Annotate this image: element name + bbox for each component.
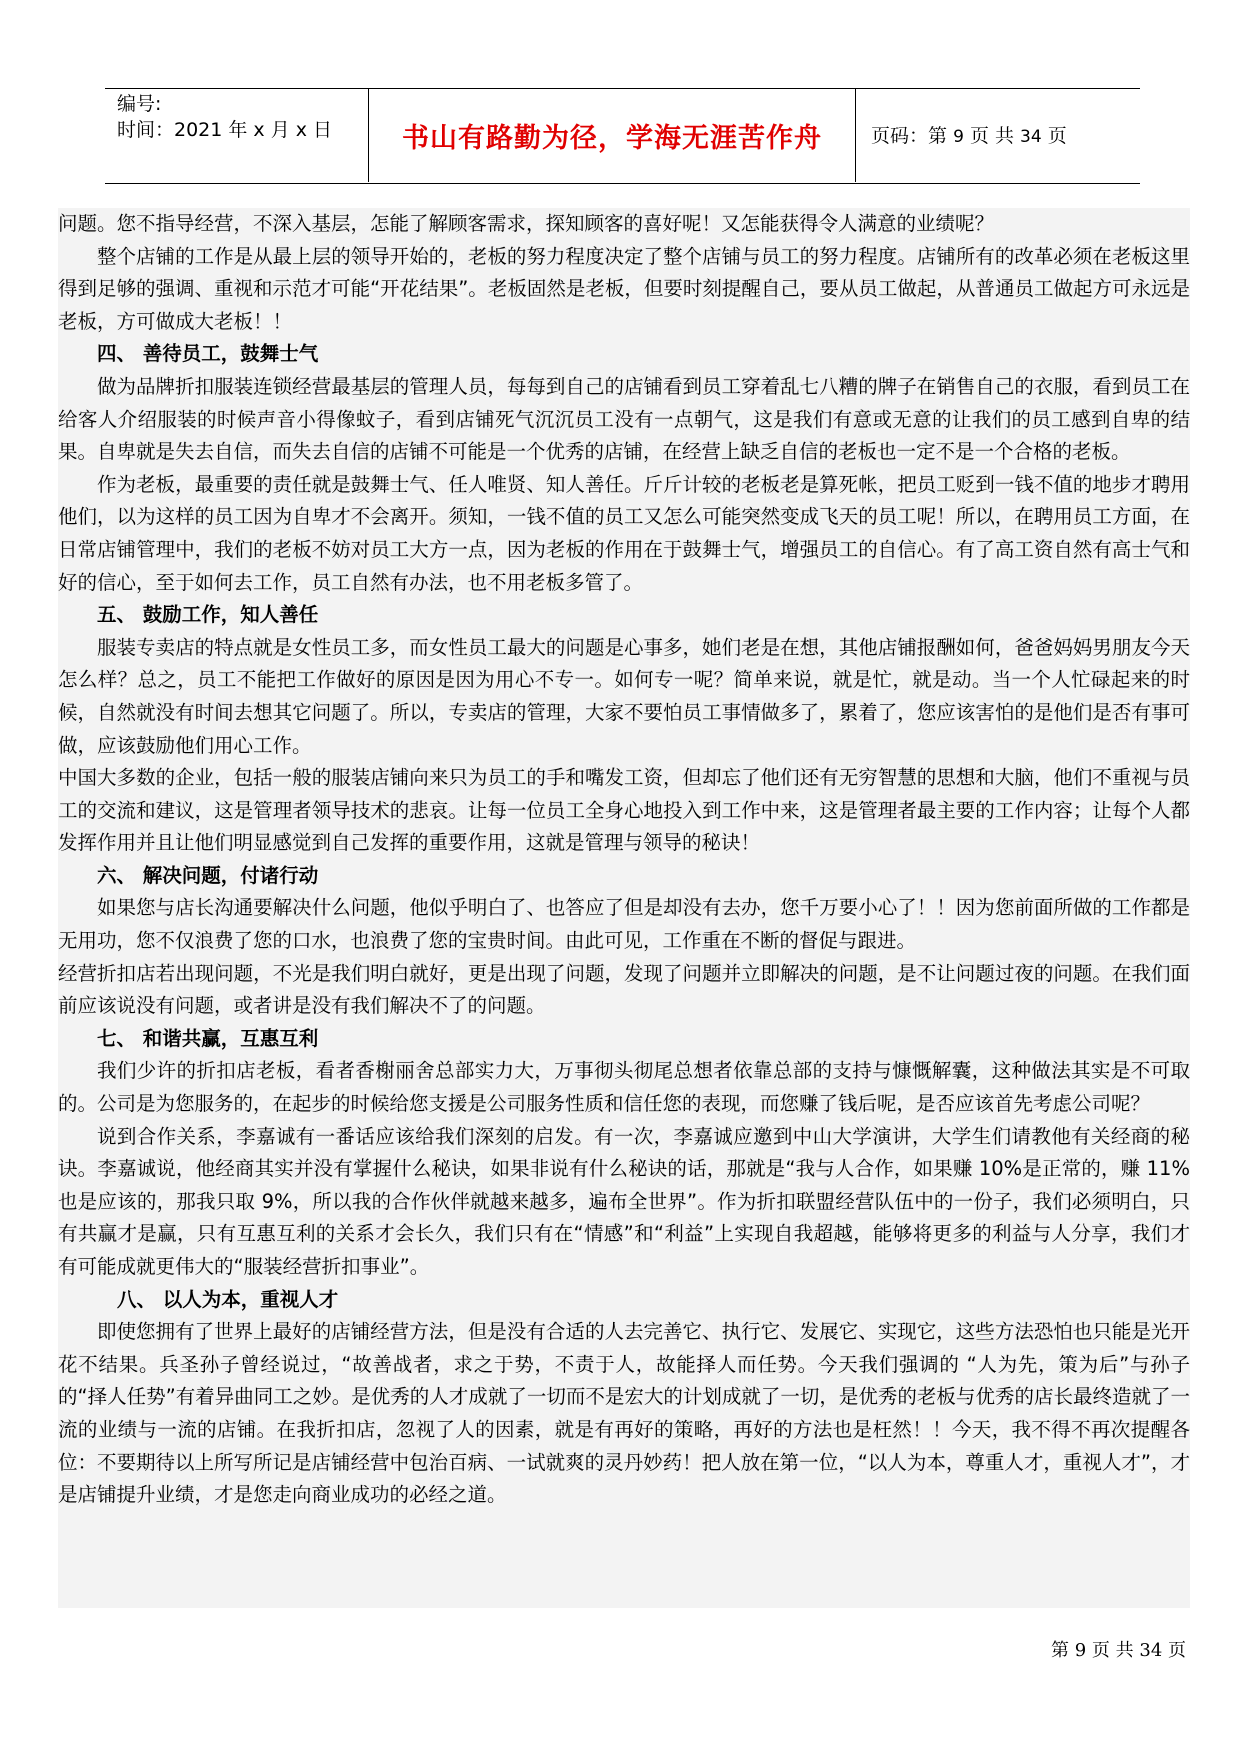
document-body xyxy=(58,208,1190,1608)
paragraph: 服装专卖店的特点就是女性员工多，而女性员工最大的问题是心事多，她们老是在想，其他店铺报酬如何，爸爸妈妈男朋友今天怎么样？总之，员工不能把工作做好的原因是因为用心不专一。如何专一呢？简单来说，就是忙，就是动。当一个人忙碌起来的时候，自然就没有时间去想其它问题了。所以，专卖店的管理，大家不要怕员工事情做多了，累着了，您应该害怕的是他们是否有事可做，应该鼓励他们用心工作。 xyxy=(58,635,1190,757)
section-heading: 五、 鼓励工作，知人善任 xyxy=(97,603,319,627)
section-heading: 七、 和谐共赢，互惠互利 xyxy=(97,1026,319,1050)
paragraph: 做为品牌折扣服装连锁经营最基层的管理人员，每每到自己的店铺看到员工穿着乱七八糟的牌子在销售自己的衣服，看到员工在给客人介绍服装的时候声音小得像蚊子，看到店铺死气沉沉员工没有一点朝气，这是我们有意或无意的让我们的员工感到自卑的结果。自卑就是失去自信，而失去自信的店铺不可能是一个优秀的店铺，在经营上缺乏自信的老板也一定不是一个合格的老板。 xyxy=(58,374,1190,464)
paragraph: 说到合作关系，李嘉诚有一番话应该给我们深刻的启发。有一次，李嘉诚应邀到中山大学演讲，大学生们请教他有关经商的秘诀。李嘉诚说，他经商其实并没有掌握什么秘诀，如果非说有什么秘诀的话，那就是“我与人合作，如果赚 10%是正常的，赚 11%也是应该的，那我只取 9%，所以我的合作伙伴就越来越多，遍布全世界”。作为折扣联盟经营队伍中的一份子，我们必须明白，只有共赢才是赢，只有互惠互利的关系才会长久，我们只有在“情感”和“利益”上实现自我超越，能够将更多的利益与人分享，我们才有可能成就更伟大的“服装经营折扣事业”。 xyxy=(58,1124,1190,1278)
paragraph: 问题。您不指导经营，不深入基层，怎能了解顾客需求，探知顾客的喜好呢！又怎能获得令人满意的业绩呢？ xyxy=(58,212,995,235)
section-heading: 六、 解决问题，付诸行动 xyxy=(97,863,319,887)
paragraph: 整个店铺的工作是从最上层的领导开始的，老板的努力程度决定了整个店铺与员工的努力程度。店铺所有的改革必须在老板这里得到足够的强调、重视和示范才可能“开花结果”。老板固然是老板，但要时刻提醒自己，要从员工做起，从普通员工做起方可永远是老板，方可做成大老板！！ xyxy=(58,244,1190,333)
page-mid: 页 共 xyxy=(969,125,1014,147)
header-motto: 书山有路勤为径，学海无涯苦作舟 xyxy=(368,89,856,182)
page-prefix: 页码：第 xyxy=(871,125,948,147)
page-total: 34 xyxy=(1020,127,1042,147)
paragraph: 中国大多数的企业，包括一般的服装店铺向来只为员工的手和嘴发工资，但却忘了他们还有无穷智慧的思想和大脑，他们不重视与员工的交流和建议，这是管理者领导技术的悲哀。让每一位员工全身心地投入到工作中来，这是管理者最主要的工作内容；让每个人都发挥作用并且让他们明显感觉到自己发挥的重要作用，这就是管理与领导的秘诀！ xyxy=(58,766,1190,855)
page-header xyxy=(105,88,1140,184)
page-number: 9 xyxy=(953,127,964,147)
document-time: 时间：2021 年 x 月 x 日 xyxy=(117,119,333,141)
header-left xyxy=(117,91,362,143)
paragraph: 如果您与店长沟通要解决什么问题，他似乎明白了、也答应了但是却没有去办，您千万要小心了！！因为您前面所做的工作都是无用功，您不仅浪费了您的口水，也浪费了您的宝贵时间。由此可见，工作重在不断的督促与跟进。 xyxy=(58,896,1190,953)
paragraph: 作为老板，最重要的责任就是鼓舞士气、任人唯贤、知人善任。斤斤计较的老板老是算死帐，把员工贬到一钱不值的地步才聘用他们，以为这样的员工因为自卑才不会离开。须知，一钱不值的员工又怎么可能突然变成飞天的员工呢！所以，在聘用员工方面，在日常店铺管理中，我们的老板不妨对员工大方一点，因为老板的作用在于鼓舞士气，增强员工的自信心。有了高工资自然有高士气和好的信心，至于如何去工作，员工自然有办法，也不用老板多管了。 xyxy=(58,472,1190,594)
paragraph: 即使您拥有了世界上最好的店铺经营方法，但是没有合适的人去完善它、执行它、发展它、实现它，这些方法恐怕也只能是光开花不结果。兵圣孙子曾经说过，“故善战者，求之于势，不责于人，故能择人而任势。今天我们强调的 “人为先，策为后”与孙子的“择人任势”有着异曲同工之妙。是优秀的人才成就了一切而不是宏大的计划成就了一切，是优秀的老板与优秀的店长最终造就了一流的业绩与一流的店铺。在我折扣店，忽视了人的因素，就是有再好的策略，再好的方法也是枉然！！今天，我不得不再次提醒各位：不要期待以上所写所记是店铺经营中包治百病、一试就爽的灵丹妙药！把人放在第一位，“以人为本，尊重人才，重视人才”，才是店铺提升业绩，才是您走向商业成功的必经之道。 xyxy=(58,1320,1190,1507)
header-page-info xyxy=(871,121,1067,148)
paragraph: 经营折扣店若出现问题，不光是我们明白就好，更是出现了问题，发现了问题并立即解决的问题，是不让问题过夜的问题。在我们面前应该说没有问题，或者讲是没有我们解决不了的问题。 xyxy=(58,961,1190,1018)
document-number-label: 编号: xyxy=(117,93,162,115)
page-suffix: 页 xyxy=(1047,125,1067,147)
section-heading: 四、 善待员工，鼓舞士气 xyxy=(97,342,319,366)
page-footer: 第 9 页 共 34 页 xyxy=(1051,1640,1186,1661)
section-heading: 八、 以人为本，重视人才 xyxy=(117,1287,339,1311)
paragraph: 我们少许的折扣店老板，看者香榭丽舍总部实力大，万事彻头彻尾总想者依靠总部的支持与慷慨解囊，这种做法其实是不可取的。公司是为您服务的，在起步的时候给您支援是公司服务性质和信任您的表现，而您赚了钱后呢，是否应该首先考虑公司呢？ xyxy=(58,1059,1190,1116)
